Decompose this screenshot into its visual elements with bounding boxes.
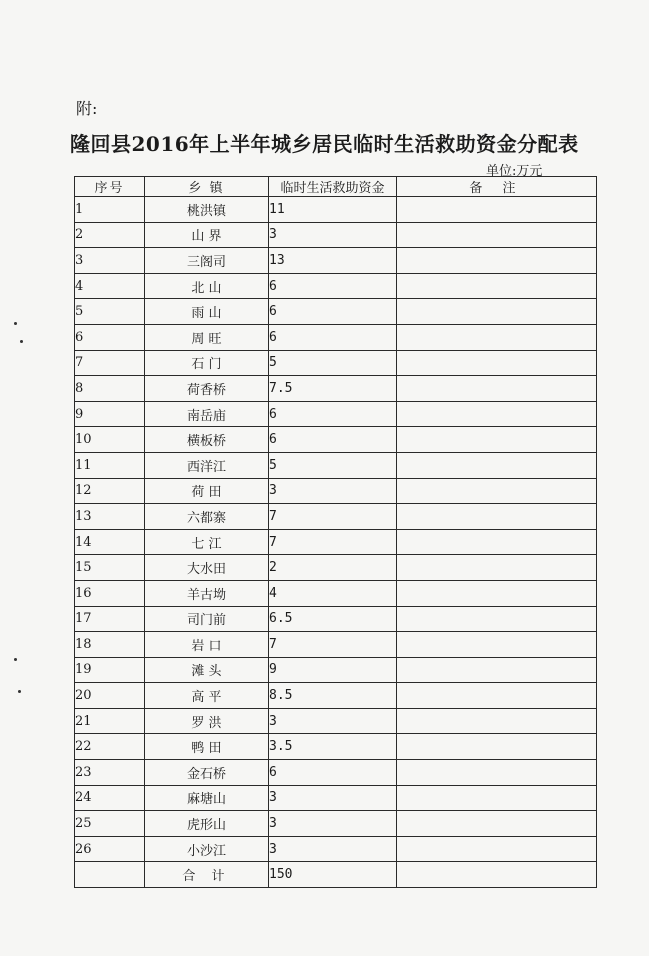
scan-speck [18,690,21,693]
total-row [75,862,597,888]
table-row [75,708,597,734]
table-row [75,734,597,760]
row-amount: 6 [269,427,397,453]
row-town: 桃洪镇 [145,197,269,223]
row-amount: 4 [269,580,397,606]
row-number: 9 [75,401,145,427]
row-amount: 7 [269,504,397,530]
allocation-table [74,176,597,888]
row-number: 13 [75,504,145,530]
row-amount: 11 [269,197,397,223]
row-note [397,734,597,760]
header-town: 乡 镇 [145,177,269,197]
row-town: 石 门 [145,350,269,376]
row-amount: 6.5 [269,606,397,632]
total-no [75,862,145,888]
table-row [75,248,597,274]
row-number: 20 [75,683,145,709]
row-note [397,222,597,248]
row-amount: 3 [269,785,397,811]
row-amount: 13 [269,248,397,274]
row-amount: 5 [269,350,397,376]
table-row [75,811,597,837]
row-number: 4 [75,273,145,299]
row-note [397,504,597,530]
unit-label: 单位:万元 [486,164,543,179]
table-row [75,555,597,581]
row-town: 滩 头 [145,657,269,683]
table-row [75,222,597,248]
header-note: 备 注 [397,177,597,197]
row-number: 26 [75,836,145,862]
row-amount: 7.5 [269,376,397,402]
row-note [397,324,597,350]
row-note [397,632,597,658]
row-town: 大水田 [145,555,269,581]
row-note [397,299,597,325]
row-number: 8 [75,376,145,402]
table-row [75,452,597,478]
table-row [75,376,597,402]
row-amount: 7 [269,529,397,555]
row-town: 六都寨 [145,504,269,530]
table-row [75,683,597,709]
row-number: 2 [75,222,145,248]
row-number: 18 [75,632,145,658]
row-number: 10 [75,427,145,453]
row-number: 21 [75,708,145,734]
row-note [397,350,597,376]
row-note [397,248,597,274]
row-town: 鸭 田 [145,734,269,760]
row-amount: 8.5 [269,683,397,709]
row-town: 司门前 [145,606,269,632]
row-note [397,273,597,299]
table-row [75,580,597,606]
row-note [397,452,597,478]
row-note [397,785,597,811]
row-note [397,427,597,453]
row-town: 高 平 [145,683,269,709]
row-number: 11 [75,452,145,478]
attachment-label: 附: [76,99,98,118]
row-town: 北 山 [145,273,269,299]
table-row [75,632,597,658]
row-amount: 3 [269,478,397,504]
header-no: 序号 [75,177,145,197]
row-town: 山 界 [145,222,269,248]
row-town: 岩 口 [145,632,269,658]
table-row [75,350,597,376]
row-amount: 6 [269,299,397,325]
row-note [397,376,597,402]
row-number: 12 [75,478,145,504]
row-town: 横板桥 [145,427,269,453]
row-amount: 6 [269,324,397,350]
row-note [397,401,597,427]
row-amount: 3 [269,836,397,862]
table-row [75,606,597,632]
table-row [75,836,597,862]
row-note [397,478,597,504]
row-note [397,606,597,632]
row-amount: 6 [269,273,397,299]
row-town: 罗 洪 [145,708,269,734]
row-number: 7 [75,350,145,376]
row-note [397,811,597,837]
table-row [75,478,597,504]
total-note [397,862,597,888]
row-note [397,657,597,683]
table-row [75,197,597,223]
row-note [397,708,597,734]
row-town: 金石桥 [145,760,269,786]
table-row [75,529,597,555]
row-town: 羊古坳 [145,580,269,606]
row-town: 麻塘山 [145,785,269,811]
row-town: 荷香桥 [145,376,269,402]
row-town: 荷 田 [145,478,269,504]
document-title: 隆回县2016年上半年城乡居民临时生活救助资金分配表 [70,132,579,156]
row-note [397,197,597,223]
row-note [397,529,597,555]
row-number: 17 [75,606,145,632]
row-amount: 3 [269,811,397,837]
row-amount: 2 [269,555,397,581]
total-label: 合 计 [145,862,269,888]
row-number: 16 [75,580,145,606]
row-amount: 9 [269,657,397,683]
table-row [75,299,597,325]
table-row [75,785,597,811]
scan-speck [20,340,23,343]
row-note [397,580,597,606]
row-amount: 3.5 [269,734,397,760]
table-row [75,273,597,299]
row-town: 三阁司 [145,248,269,274]
row-number: 3 [75,248,145,274]
table-row [75,324,597,350]
row-amount: 6 [269,760,397,786]
table-row [75,401,597,427]
row-amount: 3 [269,708,397,734]
row-number: 14 [75,529,145,555]
row-town: 雨 山 [145,299,269,325]
table-header-row [75,177,597,197]
row-amount: 7 [269,632,397,658]
row-amount: 3 [269,222,397,248]
row-town: 七 江 [145,529,269,555]
row-town: 西洋江 [145,452,269,478]
scan-speck [14,322,17,325]
row-amount: 6 [269,401,397,427]
table-row [75,760,597,786]
row-number: 22 [75,734,145,760]
row-note [397,555,597,581]
table-row [75,427,597,453]
row-town: 周 旺 [145,324,269,350]
row-number: 25 [75,811,145,837]
row-number: 15 [75,555,145,581]
row-note [397,683,597,709]
table-row [75,657,597,683]
row-town: 虎形山 [145,811,269,837]
row-number: 24 [75,785,145,811]
row-town: 南岳庙 [145,401,269,427]
row-note [397,836,597,862]
row-number: 6 [75,324,145,350]
row-amount: 5 [269,452,397,478]
row-number: 19 [75,657,145,683]
row-number: 5 [75,299,145,325]
scan-speck [14,658,17,661]
total-amount: 150 [269,862,397,888]
row-note [397,760,597,786]
row-number: 23 [75,760,145,786]
row-town: 小沙江 [145,836,269,862]
table-row [75,504,597,530]
header-amount: 临时生活救助资金 [269,177,397,197]
row-number: 1 [75,197,145,223]
